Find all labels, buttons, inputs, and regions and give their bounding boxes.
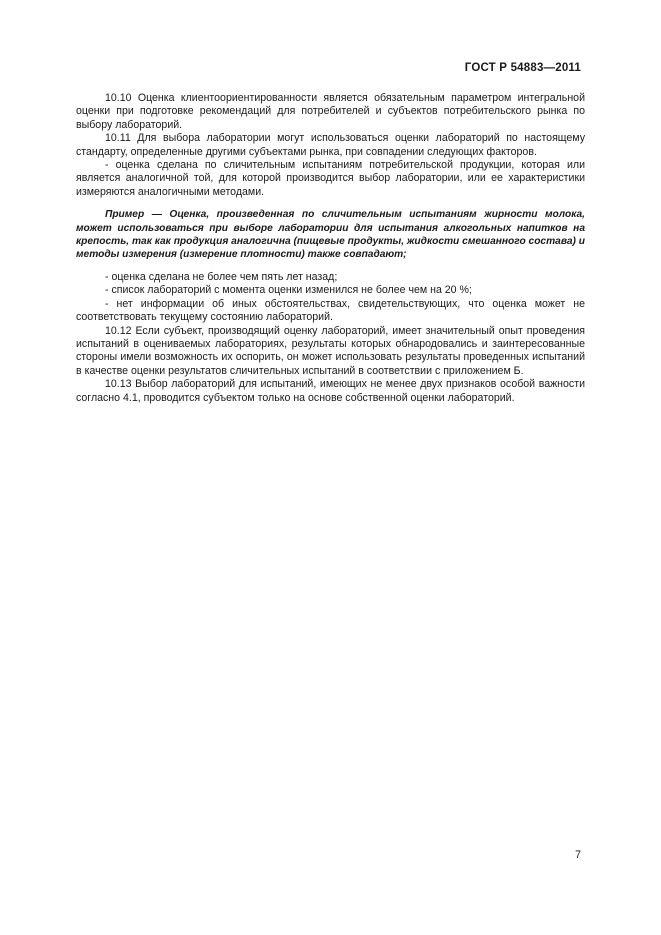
document-body xyxy=(76,92,585,405)
example-note: Пример — Оценка, произведенная по сличительным испытаниям жирности молока, может использоваться при выборе лаборатории для испытания алкогольных напитков на крепость, так как продукция аналогична (пищевые продукты, жидкости смешанного состава) и методы измерения (измерение плотности) также совпадают; xyxy=(76,209,585,261)
paragraph-10-12: 10.12 Если субъект, производящий оценку лабораторий, имеет значительный опыт проведения испытаний в оцениваемых лабораториях, результаты которых обнародовались и заинтересованные стороны имели возможность их оспорить, он может использовать результаты проведенных испытаний в качестве оценки результатов сличительных испытаний в соответствии с приложением Б. xyxy=(76,324,585,377)
paragraph-10-13: 10.13 Выбор лабораторий для испытаний, имеющих не менее двух признаков особой важности согласно 4.1, проводится субъектом только на основе собственной оценки лабораторий. xyxy=(76,378,585,404)
list-item-analogous-products: - оценка сделана по сличительным испытаниям потребительской продукции, которая или является аналогичной той, для которой производится выбор лаборатории, или ее характеристики измеряются аналогичными методами. xyxy=(76,159,585,198)
page-number: 7 xyxy=(575,849,581,861)
list-item-no-information: - нет информации об иных обстоятельствах, свидетельствующих, что оценка может не соответствовать текущему состоянию лабораторий. xyxy=(76,297,585,324)
list-item-five-years: - оценка сделана не более чем пять лет назад; xyxy=(105,270,338,283)
paragraph-10-11: 10.11 Для выбора лаборатории могут использоваться оценки лабораторий по настоящему стандарту, определенные другими субъектами рынка, при совпадении следующих факторов. xyxy=(76,132,585,158)
paragraph-10-10: 10.10 Оценка клиентоориентированности является обязательным параметром интегральной оценки при подготовке рекомендаций для потребителей и субъектов потребительского рынка по выбору лабораторий. xyxy=(76,92,585,131)
list-item-twenty-percent: - список лабораторий с момента оценки изменился не более чем на 20 %; xyxy=(105,284,472,297)
standard-code: ГОСТ Р 54883—2011 xyxy=(464,62,581,74)
